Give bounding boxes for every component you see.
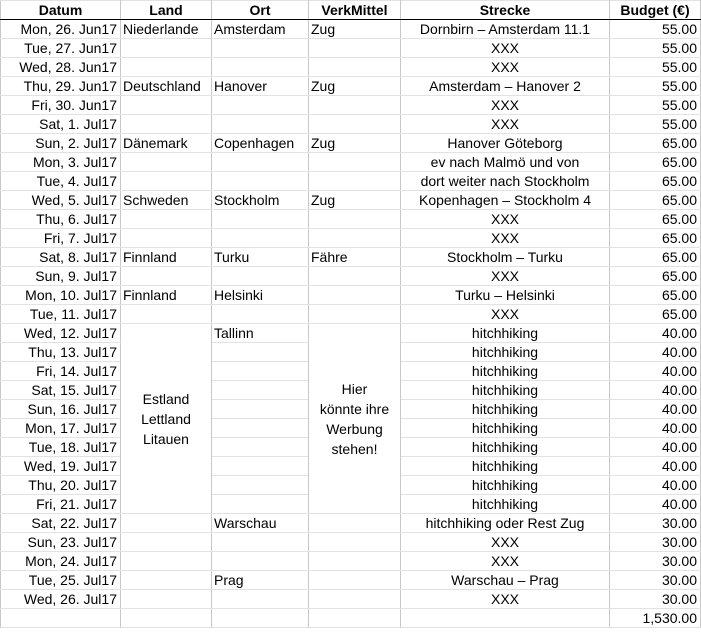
table-row [1, 514, 701, 533]
table-row [1, 191, 701, 210]
cell-land[interactable]: Dänemark [121, 134, 212, 153]
cell-budget[interactable]: 55.00 [610, 58, 701, 77]
cell-land-merged-line: Estland [142, 390, 190, 407]
cell-land[interactable] [121, 39, 212, 58]
cell-strecke[interactable]: hitchhiking [401, 476, 610, 495]
cell-strecke[interactable]: XXX [401, 552, 610, 571]
cell-strecke[interactable]: Hanover Göteborg [401, 134, 610, 153]
table-row [1, 609, 701, 628]
cell-strecke[interactable]: Amsterdam – Hanover 2 [401, 77, 610, 96]
table-row [1, 153, 701, 172]
cell-datum[interactable]: Thu, 13. Jul17 [1, 343, 121, 362]
header-strecke[interactable]: Strecke [401, 1, 610, 20]
cell-ort[interactable]: Amsterdam [212, 20, 309, 39]
cell-datum[interactable]: Tue, 18. Jul17 [1, 438, 121, 457]
table-row [1, 533, 701, 552]
cell-strecke[interactable]: Turku – Helsinki [401, 286, 610, 305]
cell-ort[interactable] [212, 457, 309, 476]
cell-land[interactable] [121, 267, 212, 286]
cell-datum[interactable]: Mon, 24. Jul17 [1, 552, 121, 571]
cell-strecke[interactable]: hitchhiking [401, 343, 610, 362]
cell-datum[interactable]: Tue, 4. Jul17 [1, 172, 121, 191]
cell-verkmittel[interactable] [309, 571, 401, 590]
cell-land-merged[interactable] [121, 324, 212, 514]
cell-datum[interactable]: Mon, 10. Jul17 [1, 286, 121, 305]
header-verkmittel[interactable]: VerkMittel [309, 1, 401, 20]
cell-datum[interactable]: Sun, 16. Jul17 [1, 400, 121, 419]
cell-budget[interactable]: 30.00 [610, 552, 701, 571]
cell-strecke[interactable]: XXX [401, 39, 610, 58]
table-row [1, 305, 701, 324]
cell-verkmittel[interactable]: Fähre [309, 248, 401, 267]
cell-verkmittel[interactable] [309, 58, 401, 77]
cell-budget[interactable]: 55.00 [610, 96, 701, 115]
cell-ort[interactable] [212, 362, 309, 381]
cell-datum[interactable]: Thu, 20. Jul17 [1, 476, 121, 495]
cell-ort[interactable] [212, 172, 309, 191]
cell-land[interactable] [121, 96, 212, 115]
cell-ort[interactable] [212, 381, 309, 400]
cell-land[interactable]: Deutschland [121, 77, 212, 96]
cell-ort[interactable] [212, 590, 309, 609]
cell-strecke[interactable]: XXX [401, 229, 610, 248]
cell-ort[interactable]: Prag [212, 571, 309, 590]
cell-budget[interactable]: 65.00 [610, 191, 701, 210]
cell-verkmittel[interactable] [309, 552, 401, 571]
cell-ort[interactable]: Warschau [212, 514, 309, 533]
cell-strecke[interactable]: Warschau – Prag [401, 571, 610, 590]
cell-budget[interactable]: 30.00 [610, 571, 701, 590]
cell-land[interactable] [121, 229, 212, 248]
cell-land[interactable] [121, 590, 212, 609]
table-row [1, 77, 701, 96]
cell-ort[interactable] [212, 495, 309, 514]
cell-land[interactable] [121, 153, 212, 172]
cell-budget[interactable]: 55.00 [610, 39, 701, 58]
cell-datum[interactable] [1, 609, 121, 628]
cell-budget[interactable]: 65.00 [610, 267, 701, 286]
cell-budget[interactable]: 40.00 [610, 362, 701, 381]
cell-ort[interactable] [212, 229, 309, 248]
cell-verkmittel[interactable] [309, 153, 401, 172]
cell-strecke[interactable]: hitchhiking [401, 419, 610, 438]
cell-strecke[interactable]: hitchhiking [401, 457, 610, 476]
cell-ort[interactable] [212, 552, 309, 571]
cell-land[interactable] [121, 58, 212, 77]
cell-verkmittel[interactable] [309, 115, 401, 134]
cell-budget[interactable]: 55.00 [610, 77, 701, 96]
cell-budget[interactable]: 55.00 [610, 20, 701, 39]
cell-strecke[interactable]: Kopenhagen – Stockholm 4 [401, 191, 610, 210]
cell-budget[interactable]: 65.00 [610, 229, 701, 248]
cell-datum[interactable]: Fri, 30. Jun17 [1, 96, 121, 115]
cell-strecke[interactable]: hitchhiking [401, 438, 610, 457]
cell-datum[interactable]: Mon, 3. Jul17 [1, 153, 121, 172]
table-row [1, 571, 701, 590]
cell-ort[interactable] [212, 210, 309, 229]
cell-budget[interactable]: 40.00 [610, 343, 701, 362]
cell-strecke[interactable]: hitchhiking [401, 400, 610, 419]
table-row [1, 248, 701, 267]
cell-strecke[interactable]: XXX [401, 267, 610, 286]
cell-datum[interactable]: Wed, 28. Jun17 [1, 58, 121, 77]
cell-verkmittel-merged-line: stehen! [331, 440, 378, 457]
cell-verkmittel[interactable] [309, 267, 401, 286]
cell-verkmittel[interactable]: Zug [309, 77, 401, 96]
cell-verkmittel[interactable] [309, 533, 401, 552]
table-row [1, 267, 701, 286]
cell-strecke[interactable]: XXX [401, 533, 610, 552]
cell-land[interactable]: Finnland [121, 248, 212, 267]
cell-ort[interactable]: Copenhagen [212, 134, 309, 153]
cell-datum[interactable]: Sat, 1. Jul17 [1, 115, 121, 134]
cell-verkmittel[interactable] [309, 172, 401, 191]
cell-strecke[interactable] [401, 609, 610, 628]
cell-verkmittel[interactable] [309, 514, 401, 533]
cell-datum[interactable]: Fri, 7. Jul17 [1, 229, 121, 248]
cell-strecke[interactable]: hitchhiking [401, 495, 610, 514]
cell-ort[interactable] [212, 400, 309, 419]
cell-budget[interactable]: 30.00 [610, 590, 701, 609]
cell-land[interactable] [121, 552, 212, 571]
table-row [1, 115, 701, 134]
cell-ort[interactable] [212, 58, 309, 77]
cell-ort[interactable] [212, 115, 309, 134]
cell-budget[interactable]: 65.00 [610, 153, 701, 172]
cell-verkmittel[interactable] [309, 210, 401, 229]
cell-ort[interactable] [212, 39, 309, 58]
cell-land[interactable]: Finnland [121, 286, 212, 305]
cell-ort[interactable] [212, 438, 309, 457]
cell-budget[interactable]: 40.00 [610, 438, 701, 457]
cell-ort[interactable] [212, 533, 309, 552]
cell-strecke[interactable]: Stockholm – Turku [401, 248, 610, 267]
header-land[interactable]: Land [121, 1, 212, 20]
cell-land[interactable]: Niederlande [121, 20, 212, 39]
cell-budget[interactable]: 40.00 [610, 457, 701, 476]
cell-verkmittel[interactable] [309, 39, 401, 58]
table-row [1, 229, 701, 248]
table-row [1, 210, 701, 229]
cell-verkmittel-merged-line: Hier [341, 380, 368, 397]
cell-land[interactable] [121, 172, 212, 191]
cell-verkmittel-merged-line: Werbung [326, 420, 383, 437]
cell-land[interactable] [121, 305, 212, 324]
cell-strecke[interactable]: hitchhiking oder Rest Zug [401, 514, 610, 533]
cell-verkmittel-merged-line: könnte ihre [319, 400, 390, 417]
cell-strecke[interactable]: dort weiter nach Stockholm [401, 172, 610, 191]
cell-land[interactable] [121, 115, 212, 134]
header-budget[interactable]: Budget (€) [610, 1, 701, 20]
cell-datum[interactable]: Thu, 6. Jul17 [1, 210, 121, 229]
cell-datum[interactable]: Wed, 5. Jul17 [1, 191, 121, 210]
cell-ort[interactable] [212, 609, 309, 628]
cell-budget[interactable]: 40.00 [610, 419, 701, 438]
table-row [1, 134, 701, 153]
cell-datum[interactable]: Mon, 26. Jun17 [1, 20, 121, 39]
cell-strecke[interactable]: XXX [401, 58, 610, 77]
table-row [1, 58, 701, 77]
cell-datum[interactable]: Thu, 29. Jun17 [1, 77, 121, 96]
cell-budget[interactable]: 30.00 [610, 514, 701, 533]
table-row [1, 39, 701, 58]
cell-verkmittel[interactable] [309, 96, 401, 115]
table-row [1, 286, 701, 305]
cell-ort[interactable] [212, 476, 309, 495]
cell-budget[interactable]: 65.00 [610, 134, 701, 153]
cell-budget[interactable]: 40.00 [610, 400, 701, 419]
cell-budget[interactable]: 1,530.00 [610, 609, 701, 628]
cell-verkmittel[interactable] [309, 229, 401, 248]
cell-datum[interactable]: Mon, 17. Jul17 [1, 419, 121, 438]
cell-verkmittel[interactable] [309, 590, 401, 609]
cell-budget[interactable]: 40.00 [610, 495, 701, 514]
cell-datum[interactable]: Wed, 12. Jul17 [1, 324, 121, 343]
cell-verkmittel[interactable] [309, 305, 401, 324]
cell-land[interactable] [121, 210, 212, 229]
cell-verkmittel[interactable]: Zug [309, 20, 401, 39]
cell-budget[interactable]: 55.00 [610, 115, 701, 134]
cell-strecke[interactable]: XXX [401, 210, 610, 229]
cell-land[interactable] [121, 514, 212, 533]
cell-ort[interactable]: Tallinn [212, 324, 309, 343]
cell-verkmittel[interactable]: Zug [309, 191, 401, 210]
table-row [1, 20, 701, 39]
cell-ort[interactable] [212, 153, 309, 172]
cell-ort[interactable] [212, 305, 309, 324]
cell-ort[interactable] [212, 96, 309, 115]
header-datum[interactable]: Datum [1, 1, 121, 20]
table-row [1, 324, 701, 343]
cell-datum[interactable]: Wed, 19. Jul17 [1, 457, 121, 476]
cell-datum[interactable]: Sat, 22. Jul17 [1, 514, 121, 533]
cell-budget[interactable]: 65.00 [610, 305, 701, 324]
cell-ort[interactable] [212, 343, 309, 362]
cell-budget[interactable]: 40.00 [610, 381, 701, 400]
cell-ort[interactable]: Helsinki [212, 286, 309, 305]
cell-ort[interactable]: Stockholm [212, 191, 309, 210]
cell-ort[interactable] [212, 267, 309, 286]
cell-land[interactable] [121, 609, 212, 628]
cell-verkmittel[interactable] [309, 609, 401, 628]
cell-budget[interactable]: 30.00 [610, 533, 701, 552]
cell-datum[interactable]: Sat, 8. Jul17 [1, 248, 121, 267]
cell-strecke[interactable]: XXX [401, 96, 610, 115]
table-row [1, 96, 701, 115]
cell-ort[interactable] [212, 419, 309, 438]
cell-land-merged-line: Lettland [141, 410, 191, 427]
cell-verkmittel[interactable] [309, 286, 401, 305]
cell-datum[interactable]: Sun, 23. Jul17 [1, 533, 121, 552]
cell-datum[interactable]: Fri, 21. Jul17 [1, 495, 121, 514]
cell-strecke[interactable]: hitchhiking [401, 324, 610, 343]
table-row [1, 552, 701, 571]
cell-datum[interactable]: Tue, 25. Jul17 [1, 571, 121, 590]
cell-verkmittel[interactable]: Zug [309, 134, 401, 153]
cell-budget[interactable]: 65.00 [610, 286, 701, 305]
cell-strecke[interactable]: hitchhiking [401, 381, 610, 400]
cell-verkmittel-merged[interactable] [309, 324, 401, 514]
cell-land[interactable] [121, 533, 212, 552]
cell-datum[interactable]: Tue, 11. Jul17 [1, 305, 121, 324]
table-row [1, 172, 701, 191]
cell-datum[interactable]: Fri, 14. Jul17 [1, 362, 121, 381]
cell-strecke[interactable]: XXX [401, 590, 610, 609]
cell-strecke[interactable]: XXX [401, 115, 610, 134]
cell-budget[interactable]: 65.00 [610, 210, 701, 229]
cell-datum[interactable]: Tue, 27. Jun17 [1, 39, 121, 58]
cell-strecke[interactable]: XXX [401, 305, 610, 324]
cell-budget[interactable]: 40.00 [610, 476, 701, 495]
cell-land[interactable] [121, 571, 212, 590]
cell-budget[interactable]: 65.00 [610, 172, 701, 191]
table-body [1, 20, 701, 628]
cell-datum[interactable]: Sun, 9. Jul17 [1, 267, 121, 286]
cell-budget[interactable]: 40.00 [610, 324, 701, 343]
table-row [1, 590, 701, 609]
cell-datum[interactable]: Sat, 15. Jul17 [1, 381, 121, 400]
cell-ort[interactable]: Hanover [212, 77, 309, 96]
cell-datum[interactable]: Wed, 26. Jul17 [1, 590, 121, 609]
cell-land[interactable]: Schweden [121, 191, 212, 210]
cell-land-merged-line: Litauen [143, 430, 189, 447]
cell-budget[interactable]: 65.00 [610, 248, 701, 267]
header-ort[interactable]: Ort [212, 1, 309, 20]
header-row [1, 1, 701, 20]
cell-strecke[interactable]: hitchhiking [401, 362, 610, 381]
cell-strecke[interactable]: ev nach Malmö und von [401, 153, 610, 172]
cell-datum[interactable]: Sun, 2. Jul17 [1, 134, 121, 153]
cell-ort[interactable]: Turku [212, 248, 309, 267]
cell-strecke[interactable]: Dornbirn – Amsterdam 11.1 [401, 20, 610, 39]
